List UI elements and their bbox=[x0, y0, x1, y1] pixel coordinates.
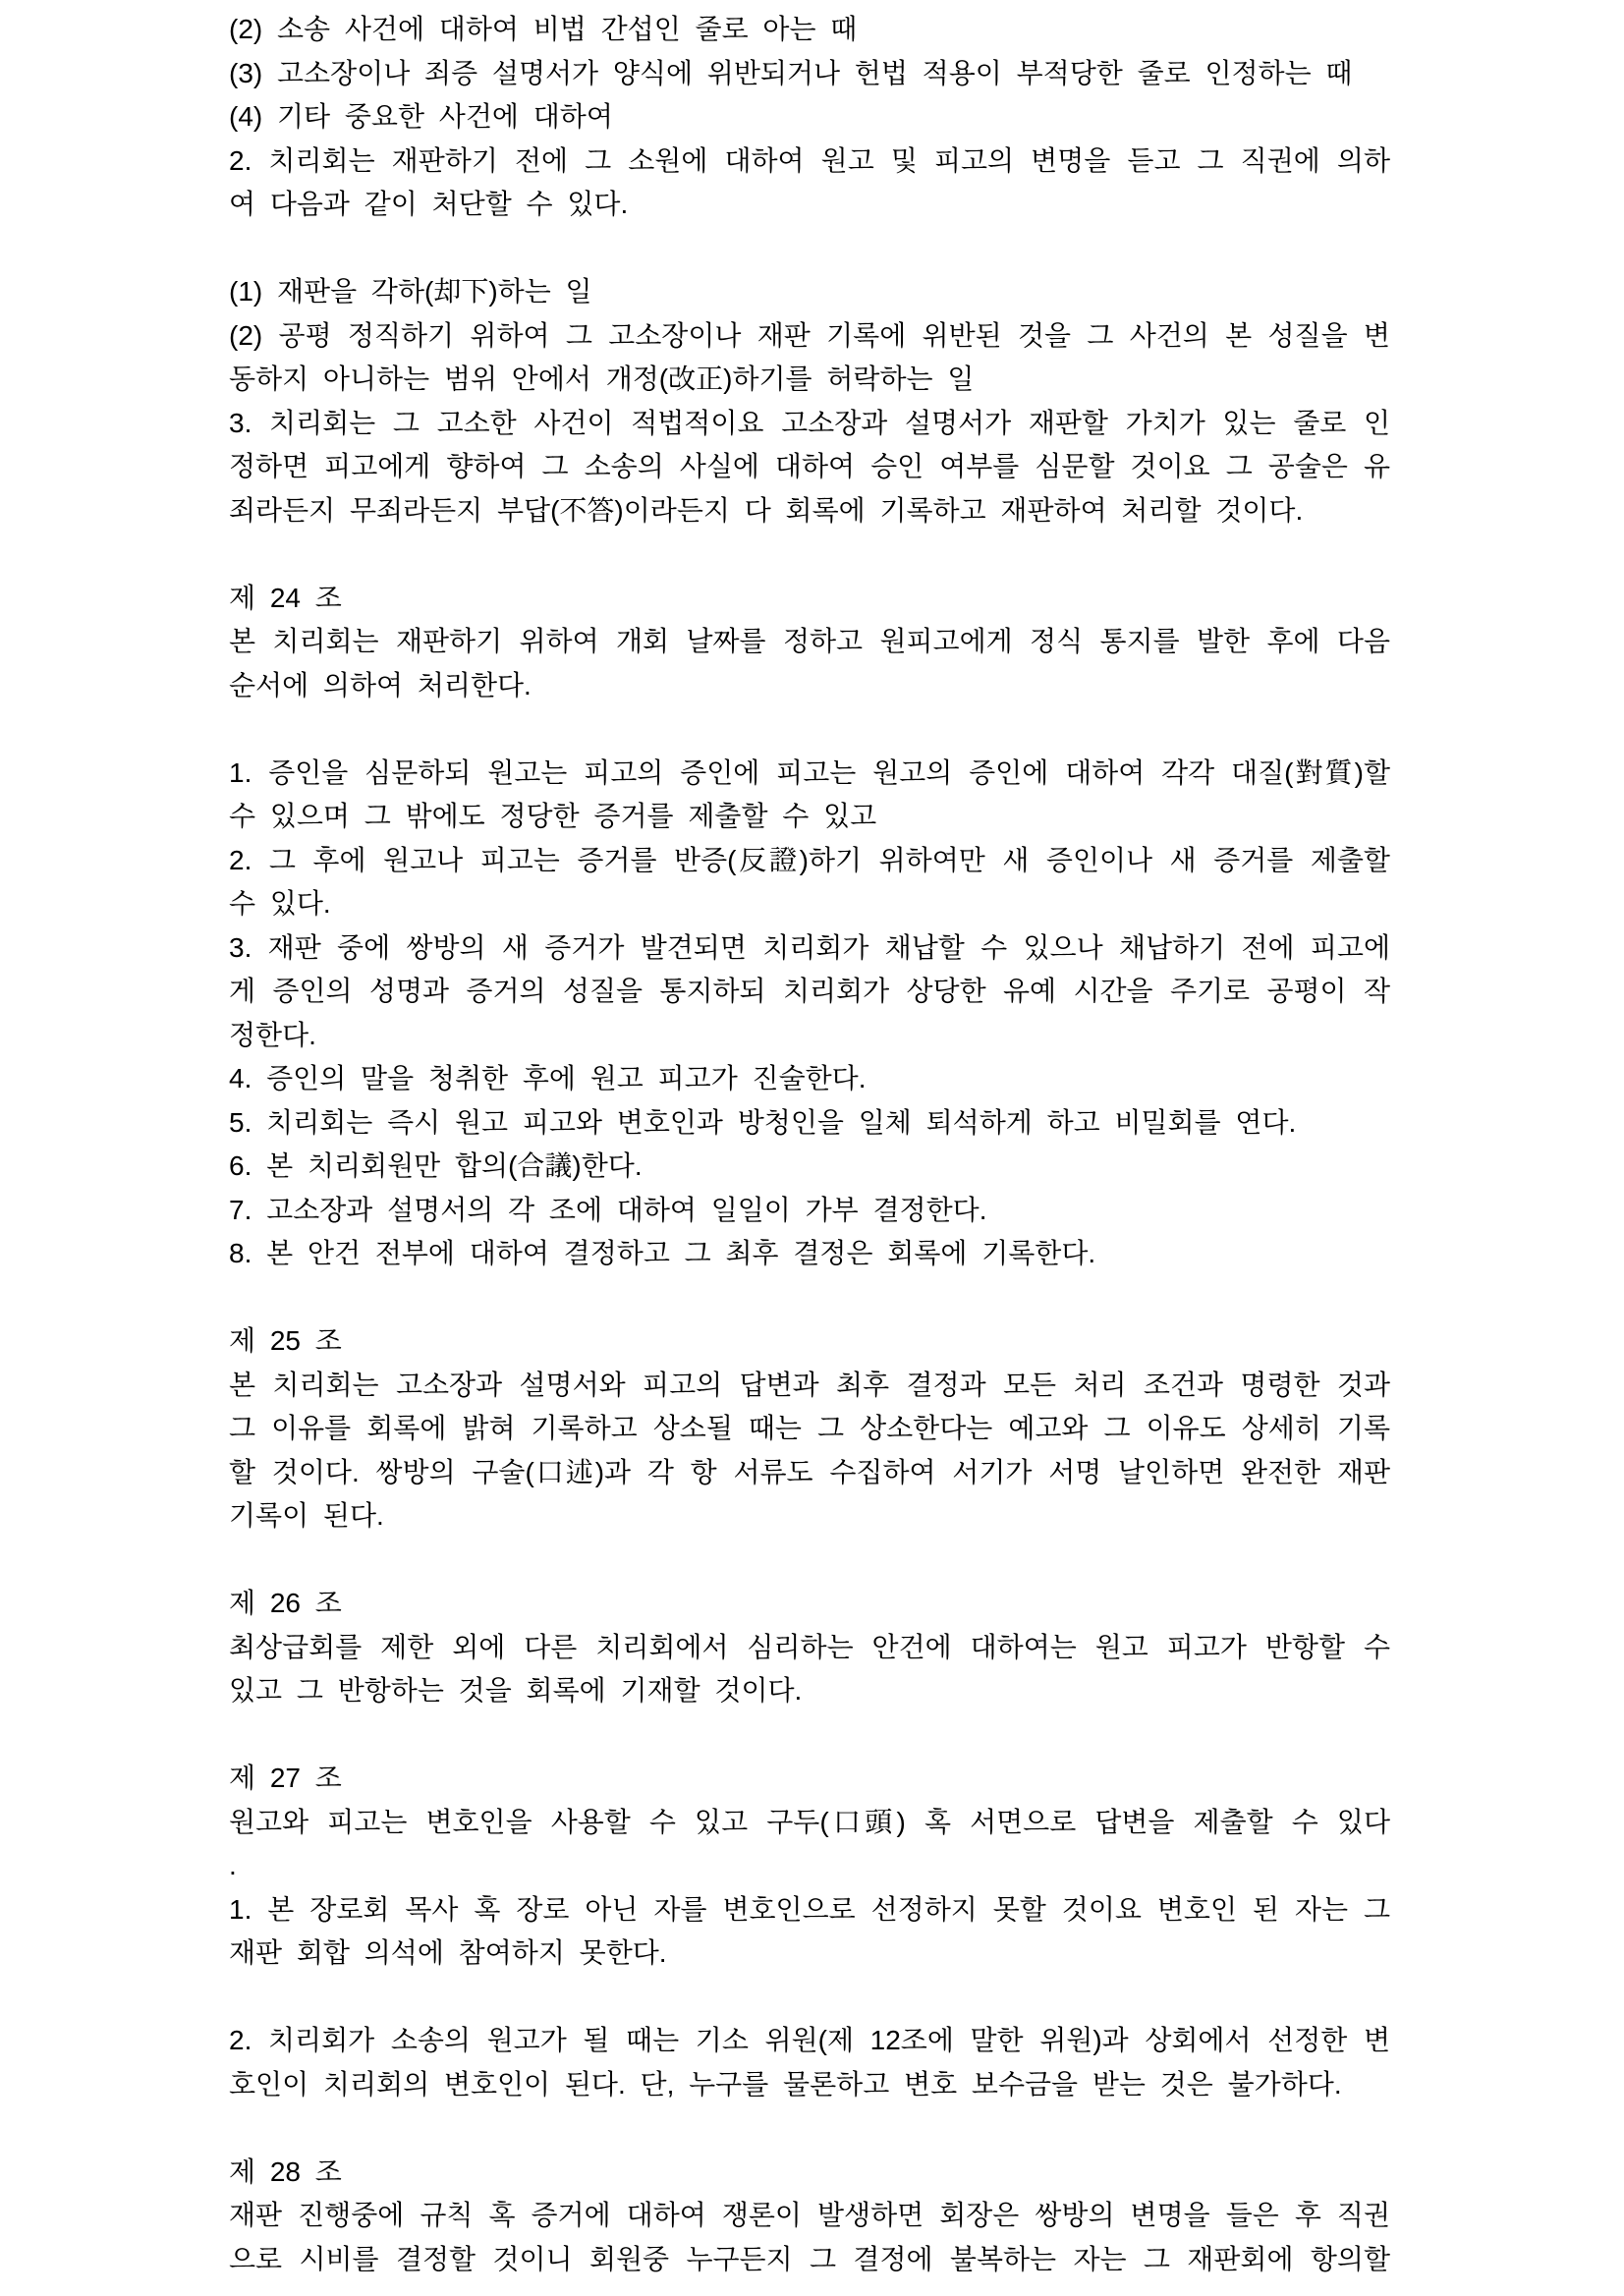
text-line-51: 으로 시비를 결정할 것이니 회원중 누구든지 그 결정에 불복하는 자는 그 재판회에 항의할 bbox=[229, 2243, 1390, 2274]
text-line-40: 제 27 조 bbox=[229, 1763, 342, 1793]
text-line-33: 할 것이다. 쌍방의 구술(口述)과 각 항 서류도 수집하여 서기가 서명 날인하면 완전한 재판 bbox=[229, 1456, 1390, 1487]
text-line-44: 재판 회합 의석에 참여하지 못한다. bbox=[229, 1937, 667, 1968]
text-line-22: 게 증인의 성명과 증거의 성질을 통지하되 치리회가 상당한 유예 시간을 주기로 공평이 작 bbox=[229, 976, 1390, 1006]
text-line-50: 재판 진행중에 규칙 혹 증거에 대하여 쟁론이 발생하면 회장은 쌍방의 변명을 들은 후 직권 bbox=[229, 2200, 1390, 2230]
document-text-block bbox=[229, 8, 1390, 2281]
text-line-49: 제 28 조 bbox=[229, 2156, 342, 2187]
blank-line-39 bbox=[229, 1713, 1390, 1758]
text-line-20: 수 있다. bbox=[229, 888, 331, 919]
blank-line-12 bbox=[229, 532, 1390, 577]
blank-line-29 bbox=[229, 1276, 1390, 1320]
text-line-8: 동하지 아니하는 범위 안에서 개정(改正)하기를 허락하는 일 bbox=[229, 364, 975, 394]
text-line-15: 순서에 의하여 처리한다. bbox=[229, 669, 532, 700]
text-line-18: 수 있으며 그 밖에도 정당한 증거를 제출할 수 있고 bbox=[229, 801, 877, 831]
blank-line-45 bbox=[229, 1976, 1390, 2020]
text-line-36: 제 26 조 bbox=[229, 1588, 342, 1618]
text-line-25: 5. 치리회는 즉시 원고 피고와 변호인과 방청인을 일체 퇴석하게 하고 비밀회를 연다. bbox=[229, 1106, 1297, 1138]
text-line-42: . bbox=[229, 1850, 237, 1880]
blank-line-5 bbox=[229, 227, 1390, 271]
text-line-4: 여 다음과 같이 처단할 수 있다. bbox=[229, 189, 629, 219]
text-line-2: (4) 기타 중요한 사건에 대하여 bbox=[229, 101, 613, 132]
text-line-41: 원고와 피고는 변호인을 사용할 수 있고 구두(口頭) 혹 서면으로 답변을 제출할 수 있다 bbox=[229, 1806, 1390, 1837]
blank-line-35 bbox=[229, 1539, 1390, 1583]
text-line-47: 호인이 치리회의 변호인이 된다. 단, 누구를 물론하고 변호 보수금을 받는 것은 불가하다. bbox=[229, 2068, 1342, 2100]
text-line-14: 본 치리회는 재판하기 위하여 개회 날짜를 정하고 원피고에게 정식 통지를 발한 후에 다음 bbox=[229, 626, 1390, 656]
text-line-26: 6. 본 치리회원만 합의(合議)한다. bbox=[229, 1150, 643, 1181]
text-line-9: 3. 치리회는 그 고소한 사건이 적법적이요 고소장과 설명서가 재판할 가치가 있는 줄로 인 bbox=[229, 407, 1390, 438]
text-line-10: 정하면 피고에게 향하여 그 소송의 사실에 대하여 승인 여부를 심문할 것이요 그 공술은 유 bbox=[229, 451, 1390, 481]
text-line-32: 그 이유를 회록에 밝혀 기록하고 상소될 때는 그 상소한다는 예고와 그 이유도 상세히 기록 bbox=[229, 1413, 1390, 1443]
text-line-30: 제 25 조 bbox=[229, 1325, 342, 1356]
text-line-28: 8. 본 안건 전부에 대하여 결정하고 그 최후 결정은 회록에 기록한다. bbox=[229, 1238, 1096, 1268]
text-line-37: 최상급회를 제한 외에 다른 치리회에서 심리하는 안건에 대하여는 원고 피고가 반항할 수 bbox=[229, 1631, 1390, 1662]
text-line-24: 4. 증인의 말을 청취한 후에 원고 피고가 진술한다. bbox=[229, 1063, 867, 1093]
text-line-38: 있고 그 반항하는 것을 회록에 기재할 것이다. bbox=[229, 1675, 803, 1706]
text-line-46: 2. 치리회가 소송의 원고가 될 때는 기소 위원(제 12조에 말한 위원)과 상회에서 선정한 변 bbox=[229, 2025, 1390, 2055]
text-line-17: 1. 증인을 심문하되 원고는 피고의 증인에 피고는 원고의 증인에 대하여 각각 대질(對質)할 bbox=[229, 756, 1390, 788]
text-line-43: 1. 본 장로회 목사 혹 장로 아닌 자를 변호인으로 선정하지 못할 것이요 변호인 된 자는 그 bbox=[229, 1893, 1390, 1925]
text-line-31: 본 치리회는 고소장과 설명서와 피고의 답변과 최후 결정과 모든 처리 조건과 명령한 것과 bbox=[229, 1369, 1390, 1400]
text-line-34: 기록이 된다. bbox=[229, 1500, 384, 1531]
text-line-3: 2. 치리회는 재판하기 전에 그 소원에 대하여 원고 및 피고의 변명을 듣고 그 직권에 의하 bbox=[229, 144, 1390, 176]
text-line-13: 제 24 조 bbox=[229, 582, 342, 613]
text-line-7: (2) 공평 정직하기 위하여 그 고소장이나 재판 기록에 위반된 것을 그 사건의 본 성질을 변 bbox=[229, 319, 1390, 351]
blank-line-16 bbox=[229, 707, 1390, 752]
text-line-6: (1) 재판을 각하(却下)하는 일 bbox=[229, 276, 592, 307]
text-line-21: 3. 재판 중에 쌍방의 새 증거가 발견되면 치리회가 채납할 수 있으나 채납하기 전에 피고에 bbox=[229, 931, 1390, 963]
text-line-11: 죄라든지 무죄라든지 부답(不答)이라든지 다 회록에 기록하고 재판하여 처리할 것이다. bbox=[229, 494, 1304, 526]
text-line-1: (3) 고소장이나 죄증 설명서가 양식에 위반되거나 헌법 적용이 부적당한 줄로 인정하는 때 bbox=[229, 57, 1353, 88]
text-line-27: 7. 고소장과 설명서의 각 조에 대하여 일일이 가부 결정한다. bbox=[229, 1194, 987, 1225]
blank-line-48 bbox=[229, 2106, 1390, 2151]
text-line-23: 정한다. bbox=[229, 1019, 316, 1050]
text-line-19: 2. 그 후에 원고나 피고는 증거를 반증(反證)하기 위하여만 새 증인이나 새 증거를 제출할 bbox=[229, 844, 1390, 875]
text-line-0: (2) 소송 사건에 대하여 비법 간섭인 줄로 아는 때 bbox=[229, 14, 858, 44]
